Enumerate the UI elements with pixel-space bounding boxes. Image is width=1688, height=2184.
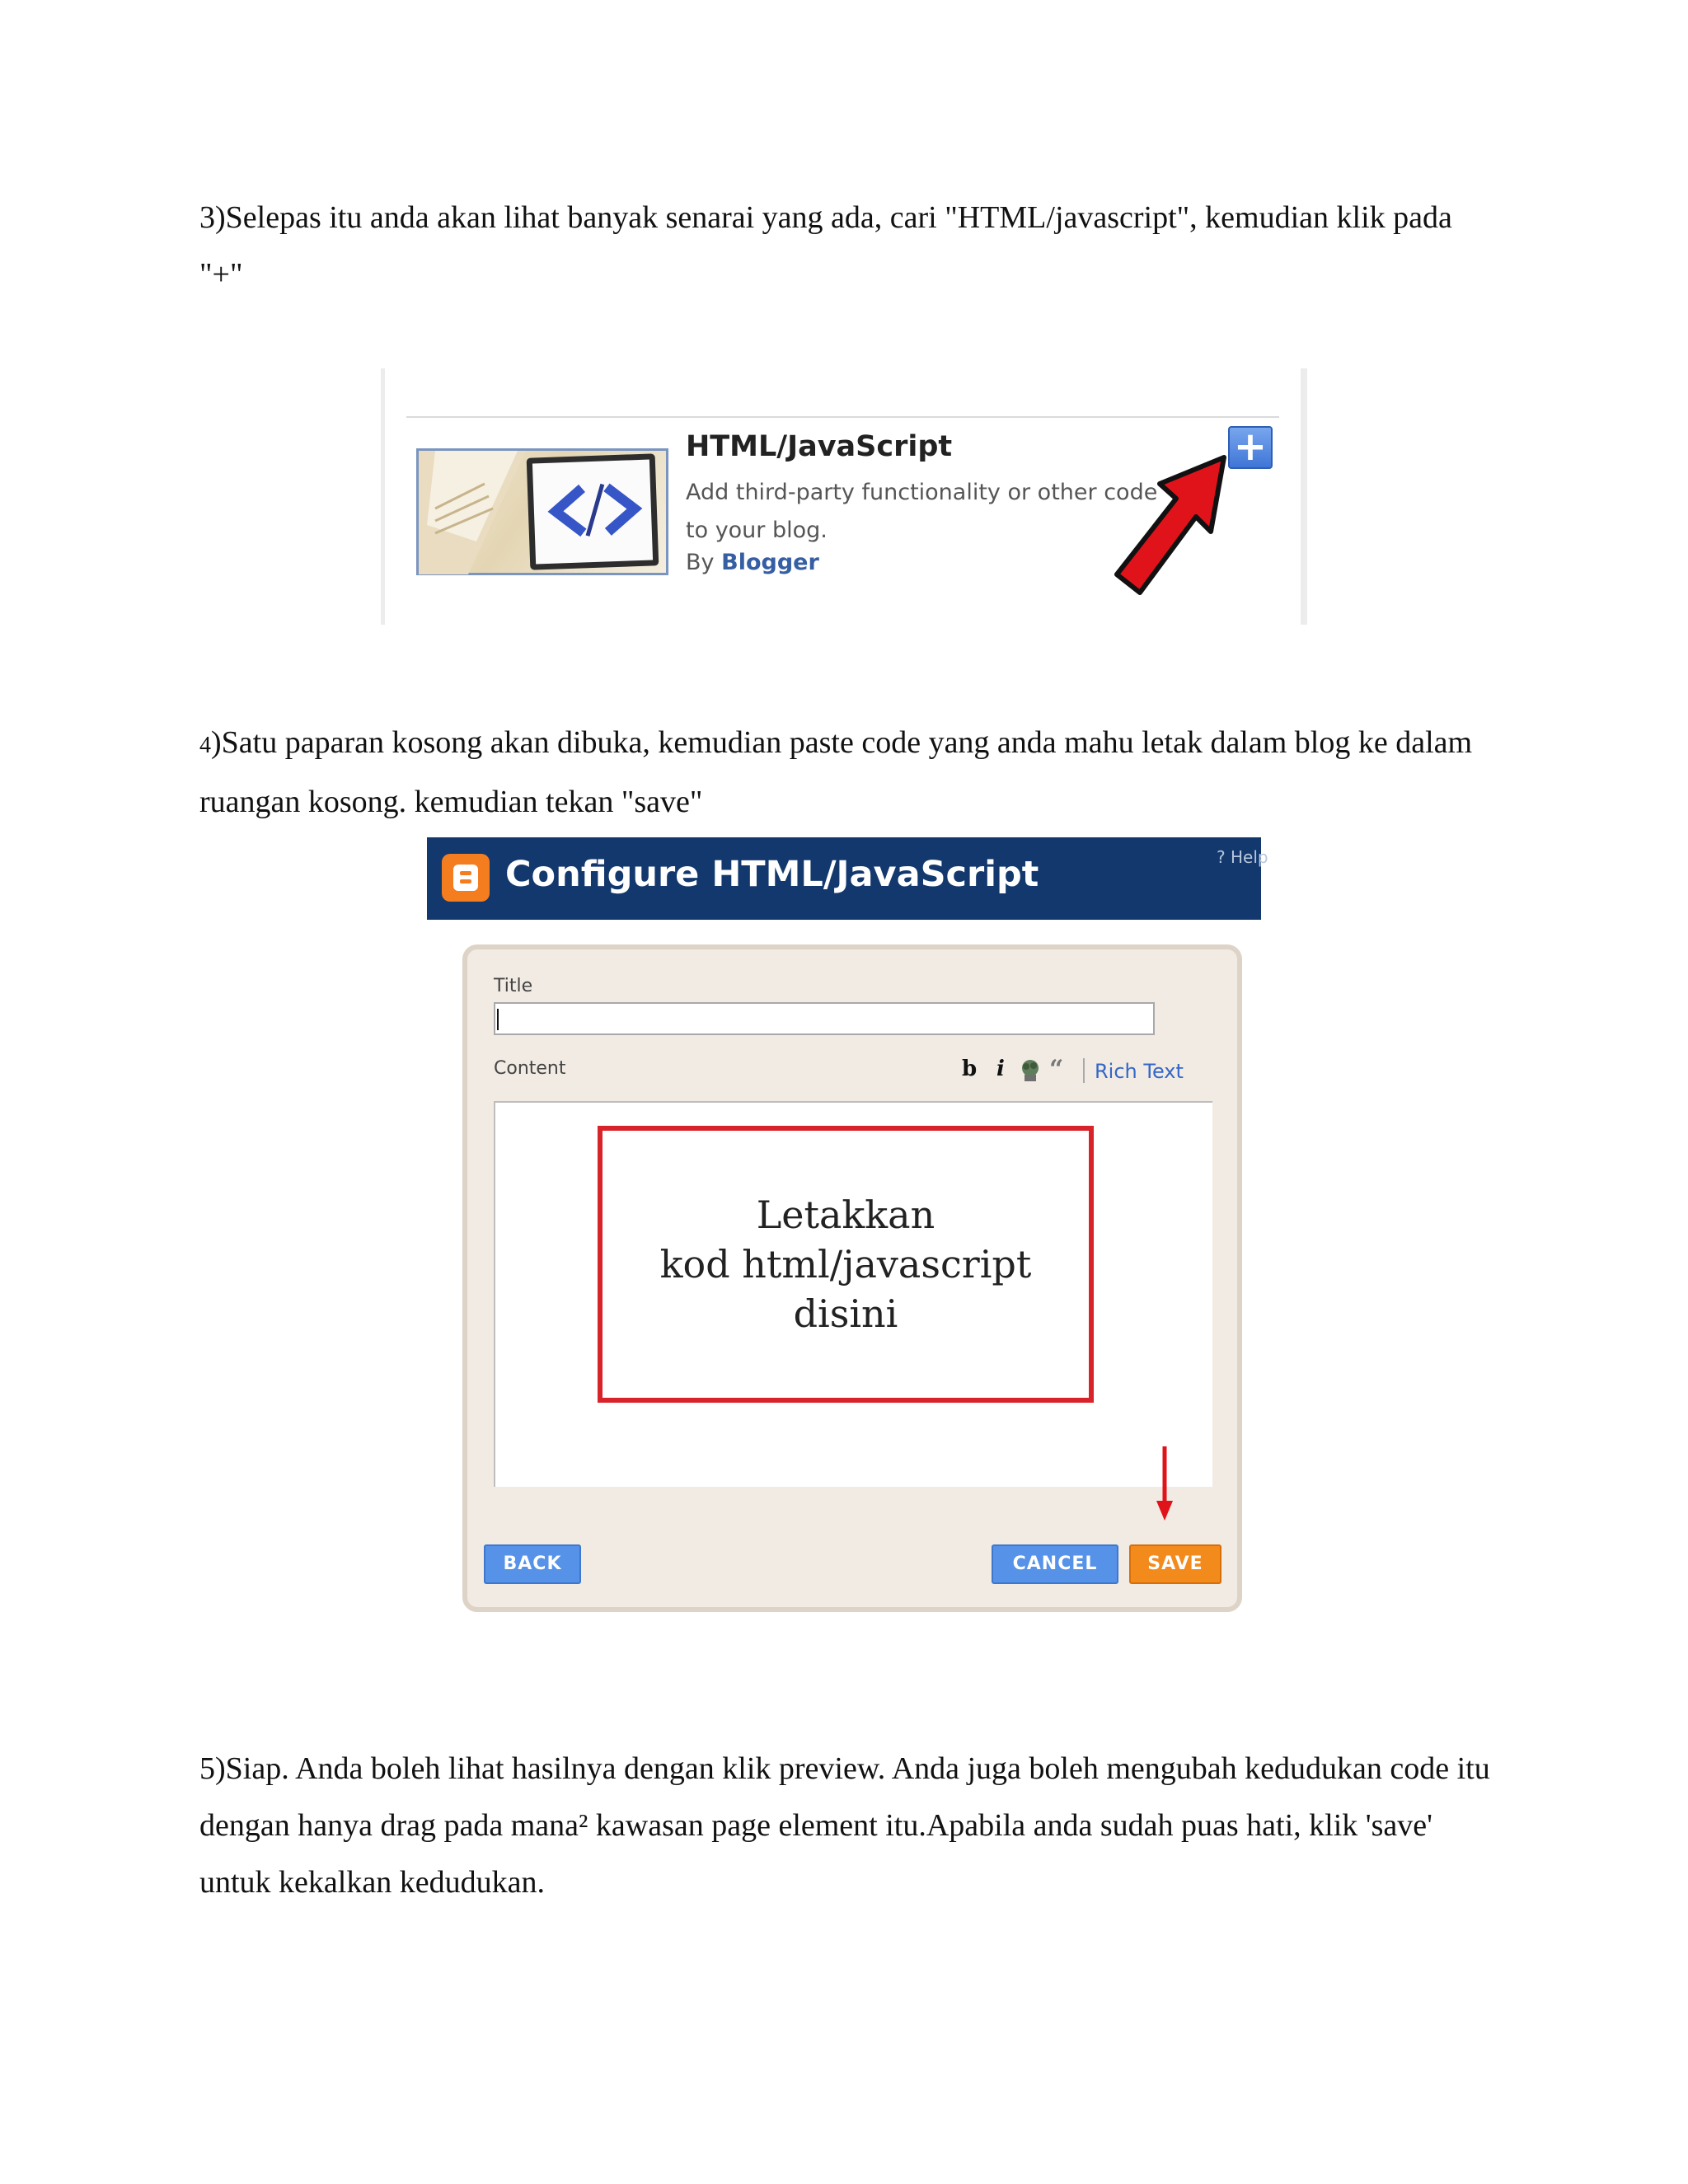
dialog-title: Configure HTML/JavaScript	[505, 854, 1039, 895]
angle-brackets-icon	[545, 480, 645, 541]
down-arrow-icon	[1156, 1446, 1173, 1522]
widget-thumbnail-image	[416, 448, 668, 575]
cancel-button[interactable]: CANCEL	[992, 1544, 1118, 1584]
configure-dialog-body	[462, 944, 1242, 1612]
title-label: Title	[494, 976, 533, 996]
rich-text-link[interactable]: Rich Text	[1095, 1060, 1184, 1083]
widget-card-html-javascript	[381, 368, 1307, 625]
code-document-icon	[527, 453, 659, 569]
content-label: Content	[494, 1058, 566, 1079]
step-4-body: )Satu paparan kosong akan dibuka, kemudian paste code yang anda mahu letak dalam blog ke dalam ruangan kosong. kemudian tekan "save"	[199, 725, 1473, 819]
save-button[interactable]: SAVE	[1129, 1544, 1221, 1584]
quote-button[interactable]: “	[1049, 1055, 1064, 1084]
paste-code-highlight	[598, 1126, 1094, 1403]
blogger-logo-icon	[442, 854, 490, 902]
toolbar-divider	[1083, 1058, 1085, 1083]
paste-instruction-text: Letakkan kod html/javascript disini	[659, 1193, 1032, 1336]
insert-image-icon[interactable]	[1018, 1058, 1043, 1083]
title-input[interactable]	[494, 1002, 1155, 1035]
configure-dialog-header	[427, 837, 1268, 920]
text-caret	[497, 1009, 499, 1030]
bold-button[interactable]: b	[962, 1057, 978, 1081]
widget-author	[686, 550, 819, 575]
italic-button[interactable]: i	[996, 1057, 1005, 1081]
step-4-number: 4	[199, 733, 211, 758]
back-button[interactable]: BACK	[484, 1544, 581, 1584]
add-widget-button[interactable]: +	[1228, 426, 1273, 469]
red-arrow-icon	[1110, 451, 1234, 607]
step-3-text: 3)Selepas itu anda akan lihat banyak senarai yang ada, cari "HTML/javascript", kemudian klik pada "+"	[199, 200, 1452, 292]
by-label: By	[686, 550, 715, 575]
widget-description: Add third-party functionality or other code to your blog.	[686, 480, 1158, 543]
divider	[406, 416, 1279, 418]
author-link[interactable]: Blogger	[721, 550, 819, 575]
help-link[interactable]: ? Help	[1217, 847, 1268, 867]
step-5-text: 5)Siap. Anda boleh lihat hasilnya dengan klik preview. Anda juga boleh mengubah kedudukan code itu dengan hanya drag pada mana² kawasan page element itu.Apabila anda sudah puas hati, klik 'save' untuk kekalkan kedudukan.	[199, 1751, 1490, 1900]
step-4-text	[199, 715, 1502, 831]
widget-title: HTML/JavaScript	[686, 430, 953, 463]
content-textarea[interactable]	[494, 1101, 1212, 1487]
